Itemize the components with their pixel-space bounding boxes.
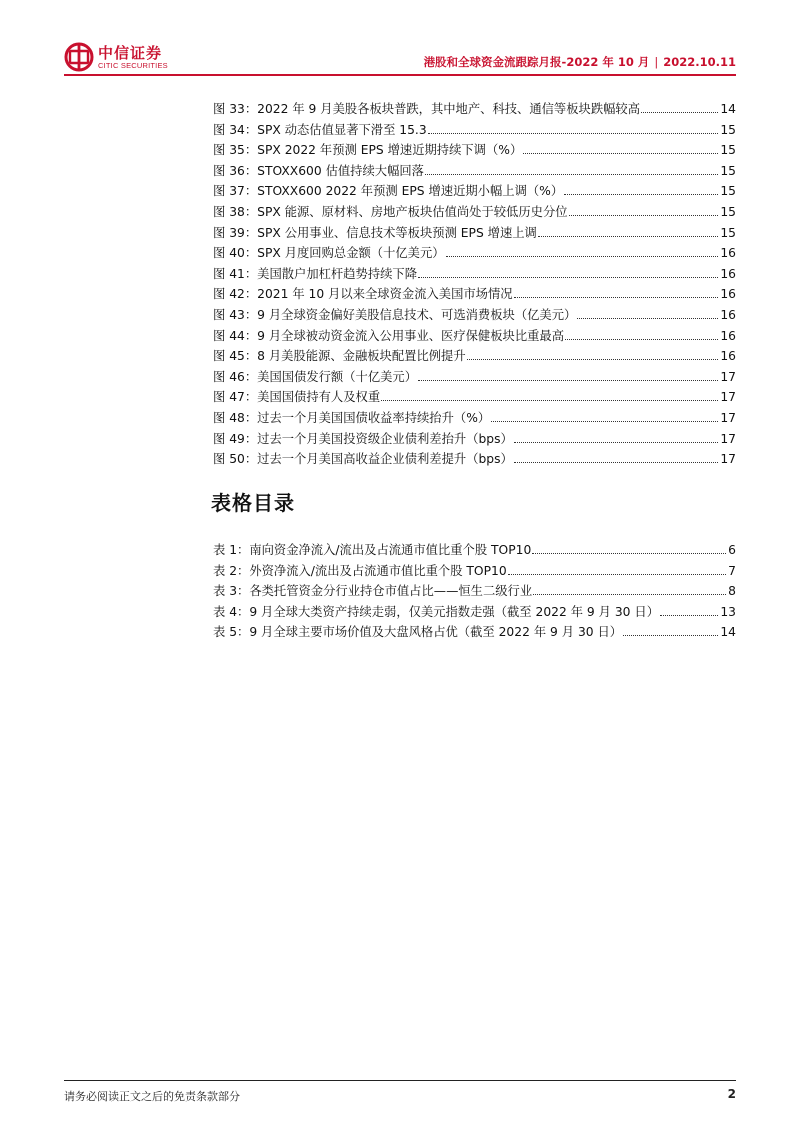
figure-page: 16	[720, 328, 736, 343]
figure-entry[interactable]	[213, 447, 736, 468]
figure-page: 16	[720, 349, 736, 364]
figure-page: 15	[720, 184, 736, 199]
figure-entry[interactable]	[213, 200, 736, 221]
figure-entry[interactable]	[213, 282, 736, 303]
table-page: 13	[720, 604, 736, 619]
figure-page: 17	[720, 390, 736, 405]
figure-title: 图 33：2022 年 9 月美股各板块普跌，其中地产、科技、通信等板块跌幅较高	[213, 102, 641, 116]
dot-leader	[514, 427, 719, 443]
figure-title: 图 40：SPX 月度回购总金额（十亿美元）	[213, 246, 445, 261]
figure-entry[interactable]	[213, 159, 736, 180]
logo-chinese-name: 中信证券	[98, 43, 163, 62]
figure-entry[interactable]	[213, 365, 736, 386]
dot-leader	[514, 282, 719, 298]
table-title: 表 1：南向资金净流入/流出及占流通市值比重个股 TOP10	[213, 543, 532, 557]
figure-title: 图 44：9 月全球被动资金流入公用事业、医疗保健板块比重最高	[213, 328, 565, 343]
table-list	[213, 538, 736, 641]
dot-leader	[381, 385, 718, 401]
dot-leader	[660, 600, 718, 616]
footer-divider	[64, 1080, 736, 1081]
figure-page: 15	[720, 163, 736, 178]
dot-leader	[641, 97, 718, 113]
page-number: 2	[727, 1087, 736, 1101]
figure-title: 图 49：过去一个月美国投资级企业债利差抬升（bps）	[213, 431, 513, 446]
figure-title: 图 36：STOXX600 估值持续大幅回落	[213, 163, 424, 178]
dot-leader	[577, 303, 718, 319]
table-page: 7	[728, 563, 736, 578]
header-divider	[64, 74, 736, 76]
figure-entry[interactable]	[213, 262, 736, 283]
dot-leader	[565, 324, 718, 340]
citic-logo	[64, 42, 168, 72]
table-page: 6	[728, 543, 736, 557]
dot-leader	[523, 138, 718, 154]
table-title: 表 3：各类托管资金分行业持仓市值占比——恒生二级行业	[213, 584, 533, 599]
table-entry[interactable]	[213, 538, 736, 559]
figure-title: 图 47：美国国债持有人及权重	[213, 390, 381, 405]
figure-page: 15	[720, 143, 736, 158]
table-entry[interactable]	[213, 559, 736, 580]
figure-page: 16	[720, 287, 736, 302]
figure-entry[interactable]	[213, 406, 736, 427]
report-header-info	[424, 54, 736, 70]
table-page: 14	[720, 625, 736, 640]
tables-section-title: 表格目录	[211, 491, 295, 515]
report-title: 港股和全球资金流跟踪月报-2022 年 10 月	[423, 55, 650, 69]
figure-page: 15	[720, 204, 736, 219]
figure-title: 图 43：9 月全球资金偏好美股信息技术、可选消费板块（亿美元）	[213, 307, 577, 322]
table-title: 表 4：9 月全球大类资产持续走弱，仅美元指数走强（截至 2022 年 9 月 30 日）	[213, 604, 659, 619]
figure-page: 17	[720, 410, 736, 425]
dot-leader	[428, 118, 719, 134]
figure-list	[213, 97, 736, 468]
dot-leader	[623, 620, 718, 636]
table-title: 表 5：9 月全球主要市场价值及大盘风格占优（截至 2022 年 9 月 30 日）	[213, 625, 623, 640]
figure-entry[interactable]	[213, 303, 736, 324]
dot-leader	[467, 344, 719, 360]
figure-title: 图 41：美国散户加杠杆趋势持续下降	[213, 266, 418, 281]
figure-title: 图 45：8 月美股能源、金融板块配置比例提升	[213, 349, 466, 364]
table-title: 表 2：外资净流入/流出及占流通市值比重个股 TOP10	[213, 563, 507, 578]
table-entry[interactable]	[213, 600, 736, 621]
header-separator: |	[654, 55, 659, 69]
figure-page: 15	[720, 122, 736, 137]
figure-page: 16	[720, 266, 736, 281]
figure-title: 图 46：美国国债发行额（十亿美元）	[213, 369, 418, 384]
footer-disclaimer: 请务必阅读正文之后的免责条款部分	[64, 1090, 240, 1103]
figure-entry[interactable]	[213, 118, 736, 139]
dot-leader	[532, 538, 726, 554]
figure-title: 图 48：过去一个月美国国债收益率持续抬升（%）	[213, 410, 491, 425]
dot-leader	[446, 241, 719, 257]
figure-entry[interactable]	[213, 241, 736, 262]
dot-leader	[564, 179, 718, 195]
figure-page: 14	[720, 102, 736, 116]
dot-leader	[538, 221, 718, 237]
table-page: 8	[728, 584, 736, 599]
dot-leader	[418, 365, 718, 381]
dot-leader	[418, 262, 718, 278]
table-entry[interactable]	[213, 579, 736, 600]
figure-entry[interactable]	[213, 179, 736, 200]
figure-page: 16	[720, 246, 736, 261]
dot-leader	[508, 559, 726, 575]
figure-entry[interactable]	[213, 97, 736, 118]
figure-page: 17	[720, 431, 736, 446]
figure-entry[interactable]	[213, 427, 736, 448]
table-entry[interactable]	[213, 620, 736, 641]
dot-leader	[425, 159, 718, 175]
dot-leader	[533, 579, 726, 595]
figure-title: 图 42：2021 年 10 月以来全球资金流入美国市场情况	[213, 287, 513, 302]
figure-title: 图 38：SPX 能源、原材料、房地产板块估值尚处于较低历史分位	[213, 204, 568, 219]
figure-entry[interactable]	[213, 385, 736, 406]
figure-title: 图 35：SPX 2022 年预测 EPS 增速近期持续下调（%）	[213, 143, 523, 158]
figure-entry[interactable]	[213, 344, 736, 365]
figure-entry[interactable]	[213, 221, 736, 242]
dot-leader	[514, 447, 719, 463]
logo-english-name: CITIC SECURITIES	[98, 60, 168, 70]
figure-page: 15	[720, 225, 736, 240]
figure-page: 16	[720, 307, 736, 322]
figure-title: 图 34：SPX 动态估值显著下滑至 15.3	[213, 122, 427, 137]
figure-page: 17	[720, 452, 736, 467]
dot-leader	[491, 406, 718, 422]
figure-title: 图 50：过去一个月美国高收益企业债利差提升（bps）	[213, 452, 513, 467]
citic-logo-icon	[64, 42, 94, 72]
figure-entry[interactable]	[213, 324, 736, 345]
figure-title: 图 39：SPX 公用事业、信息技术等板块预测 EPS 增速上调	[213, 225, 537, 240]
report-date: 2022.10.11	[663, 55, 736, 69]
figure-entry[interactable]	[213, 138, 736, 159]
page-header	[64, 40, 736, 72]
figure-page: 17	[720, 369, 736, 384]
dot-leader	[569, 200, 719, 216]
figure-title: 图 37：STOXX600 2022 年预测 EPS 增速近期小幅上调（%）	[213, 184, 564, 199]
